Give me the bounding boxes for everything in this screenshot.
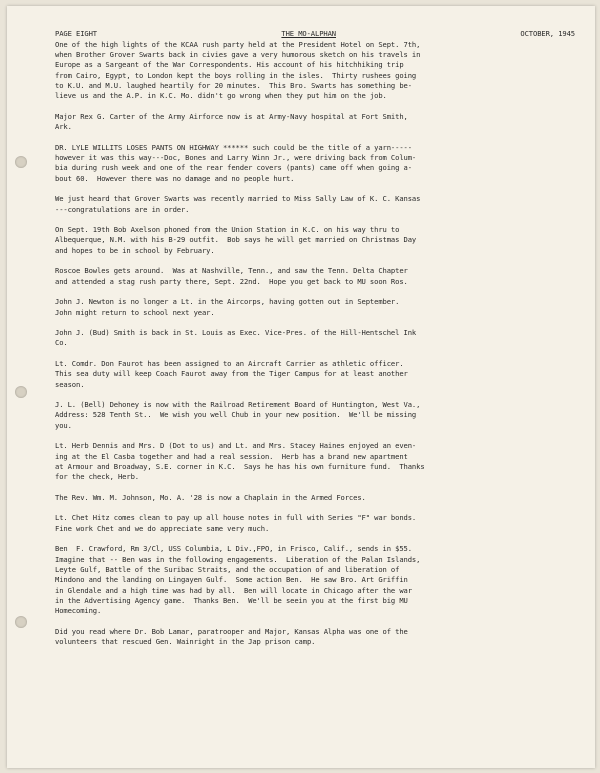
text-line: John J. (Bud) Smith is back in St. Louis as Exec. Vice-Pres. of the Hill-Hentschel Ink xyxy=(55,328,417,338)
text-line: Roscoe Bowles gets around. Was at Nashville, Tenn., and saw the Tenn. Delta Chapter xyxy=(55,266,408,276)
news-item xyxy=(55,400,575,431)
newsletter-body xyxy=(55,29,575,658)
text-line: lieve us and the A.P. in K.C. Mo. didn't go wrong when they put him on the job. xyxy=(55,91,387,101)
punch-hole xyxy=(15,386,27,398)
news-item xyxy=(55,225,575,256)
issue-date: OCTOBER, 1945 xyxy=(520,29,575,38)
text-line: Did you read where Dr. Bob Lamar, paratrooper and Major, Kansas Alpha was one of the xyxy=(55,626,408,636)
text-line: you. xyxy=(55,420,72,430)
news-item xyxy=(55,627,575,648)
news-item xyxy=(55,493,575,503)
text-line: and attended a stag rush party there, Sept. 22nd. Hope you get back to MU soon Ros. xyxy=(55,276,408,286)
news-item xyxy=(55,297,575,318)
text-line: Leyte Gulf, Battle of the Suribac Straits, and the occupation of and liberation of xyxy=(55,564,400,574)
text-line: Homecoming. xyxy=(55,606,102,616)
text-line: when Brother Grover Swarts back in civies gave a very humorous sketch on his travels in xyxy=(55,50,421,60)
text-line: John J. Newton is no longer a Lt. in the Aircorps, having gotten out in September. xyxy=(55,297,400,307)
text-line: One of the high lights of the KCAA rush party held at the President Hotel on Sept. 7th, xyxy=(55,39,421,49)
news-item xyxy=(55,194,575,215)
text-line: Fine work Chet and we do appreciate same very much. xyxy=(55,523,270,533)
text-line: On Sept. 19th Bob Axelson phoned from the Union Station in K.C. on his way thru to xyxy=(55,225,400,235)
text-line: John might return to school next year. xyxy=(55,307,215,317)
news-item xyxy=(55,266,575,287)
text-line: We just heard that Grover Swarts was recently married to Miss Sally Law of K. C. Kansas xyxy=(55,194,421,204)
text-line: volunteers that rescued Gen. Wainright in the Jap prison camp. xyxy=(55,637,316,647)
text-line: Lt. Chet Hitz comes clean to pay up all house notes in full with Series "F" war bonds. xyxy=(55,513,417,523)
text-line: from Cairo, Egypt, to London kept the boys rolling in the isles. Thirty rushees going xyxy=(55,70,417,80)
text-line: Address: 528 Tenth St.. We wish you well Chub in your new position. We'll be missing xyxy=(55,410,417,420)
news-item xyxy=(55,143,575,184)
text-line: Major Rex G. Carter of the Army Airforce now is at Army-Navy hospital at Fort Smith, xyxy=(55,111,408,121)
text-line: for the check, Herb. xyxy=(55,472,139,482)
news-item xyxy=(55,40,575,102)
text-line: and hopes to be in school by February. xyxy=(55,245,215,255)
news-item xyxy=(55,513,575,534)
news-item xyxy=(55,544,575,616)
news-item xyxy=(55,359,575,390)
text-line: Lt. Herb Dennis and Mrs. D (Dot to us) and Lt. and Mrs. Stacey Haines enjoyed an even- xyxy=(55,441,417,451)
text-line: Co. xyxy=(55,338,68,348)
text-line: Ben F. Crawford, Rm 3/Cl, USS Columbia, L Div.,FPO, in Frisco, Calif., sends in $55. xyxy=(55,544,412,554)
text-line: Mindono and the landing on Lingayen Gulf. Some action Ben. He saw Bro. Art Griffin xyxy=(55,575,408,585)
text-line: to K.U. and M.U. laughed heartily for 20 minutes. This Bro. Swarts has something be- xyxy=(55,80,412,90)
text-line: Ark. xyxy=(55,122,72,132)
page-number: PAGE EIGHT xyxy=(55,29,97,38)
text-line: Imagine that -- Ben was in the following engagements. Liberation of the Palan Islands, xyxy=(55,554,421,564)
text-line: bout 60. However there was no damage and no people hurt. xyxy=(55,173,295,183)
punch-hole xyxy=(15,616,27,628)
text-line: in the Advertising Agency game. Thanks Ben. We'll be seein you at the first big MU xyxy=(55,595,408,605)
text-line: at Armour and Broadway, S.E. corner in K.C. Says he has his own furniture fund. Thanks xyxy=(55,461,425,471)
text-line: season. xyxy=(55,379,85,389)
text-line: Lt. Comdr. Don Faurot has been assigned to an Aircraft Carrier as athletic officer. xyxy=(55,359,404,368)
text-line: in Glendale and a high time was had by all. Ben will locate in Chicago after the war xyxy=(55,585,412,595)
newsletter-title: THE MO-ALPHAN xyxy=(281,29,336,38)
text-line: The Rev. Wm. M. Johnson, Mo. A. '28 is now a Chaplain in the Armed Forces. xyxy=(55,492,366,502)
punch-hole xyxy=(15,156,27,168)
text-line: This sea duty will keep Coach Faurot away from the Tiger Campus for at least another xyxy=(55,369,408,379)
text-line: DR. LYLE WILLITS LOSES PANTS ON HIGHWAY ****** such could be the title of a yarn----- xyxy=(55,142,412,152)
text-line: ing at the El Casba together and had a real session. Herb has a brand new apartment xyxy=(55,451,408,461)
news-item xyxy=(55,441,575,482)
text-line: however it was this way---Doc, Bones and Larry Winn Jr., were driving back from Colum- xyxy=(55,153,417,163)
text-line: bia during rush week and one of the rear fender covers (pants) came off when going a- xyxy=(55,163,412,173)
text-line: ---congratulations are in order. xyxy=(55,204,190,214)
text-line: J. L. (Bell) Dehoney is now with the Railroad Retirement Board of Huntington, West Va., xyxy=(55,400,421,410)
text-line: Europe as a Sargeant of the War Correspondents. His account of his hitchhiking trip xyxy=(55,60,404,70)
text-line: Albequerque, N.M. with his B-29 outfit. Bob says he will get married on Christmas Day xyxy=(55,235,417,245)
article-list xyxy=(55,40,575,648)
news-item xyxy=(55,112,575,133)
news-item xyxy=(55,328,575,349)
page-header xyxy=(55,29,575,39)
